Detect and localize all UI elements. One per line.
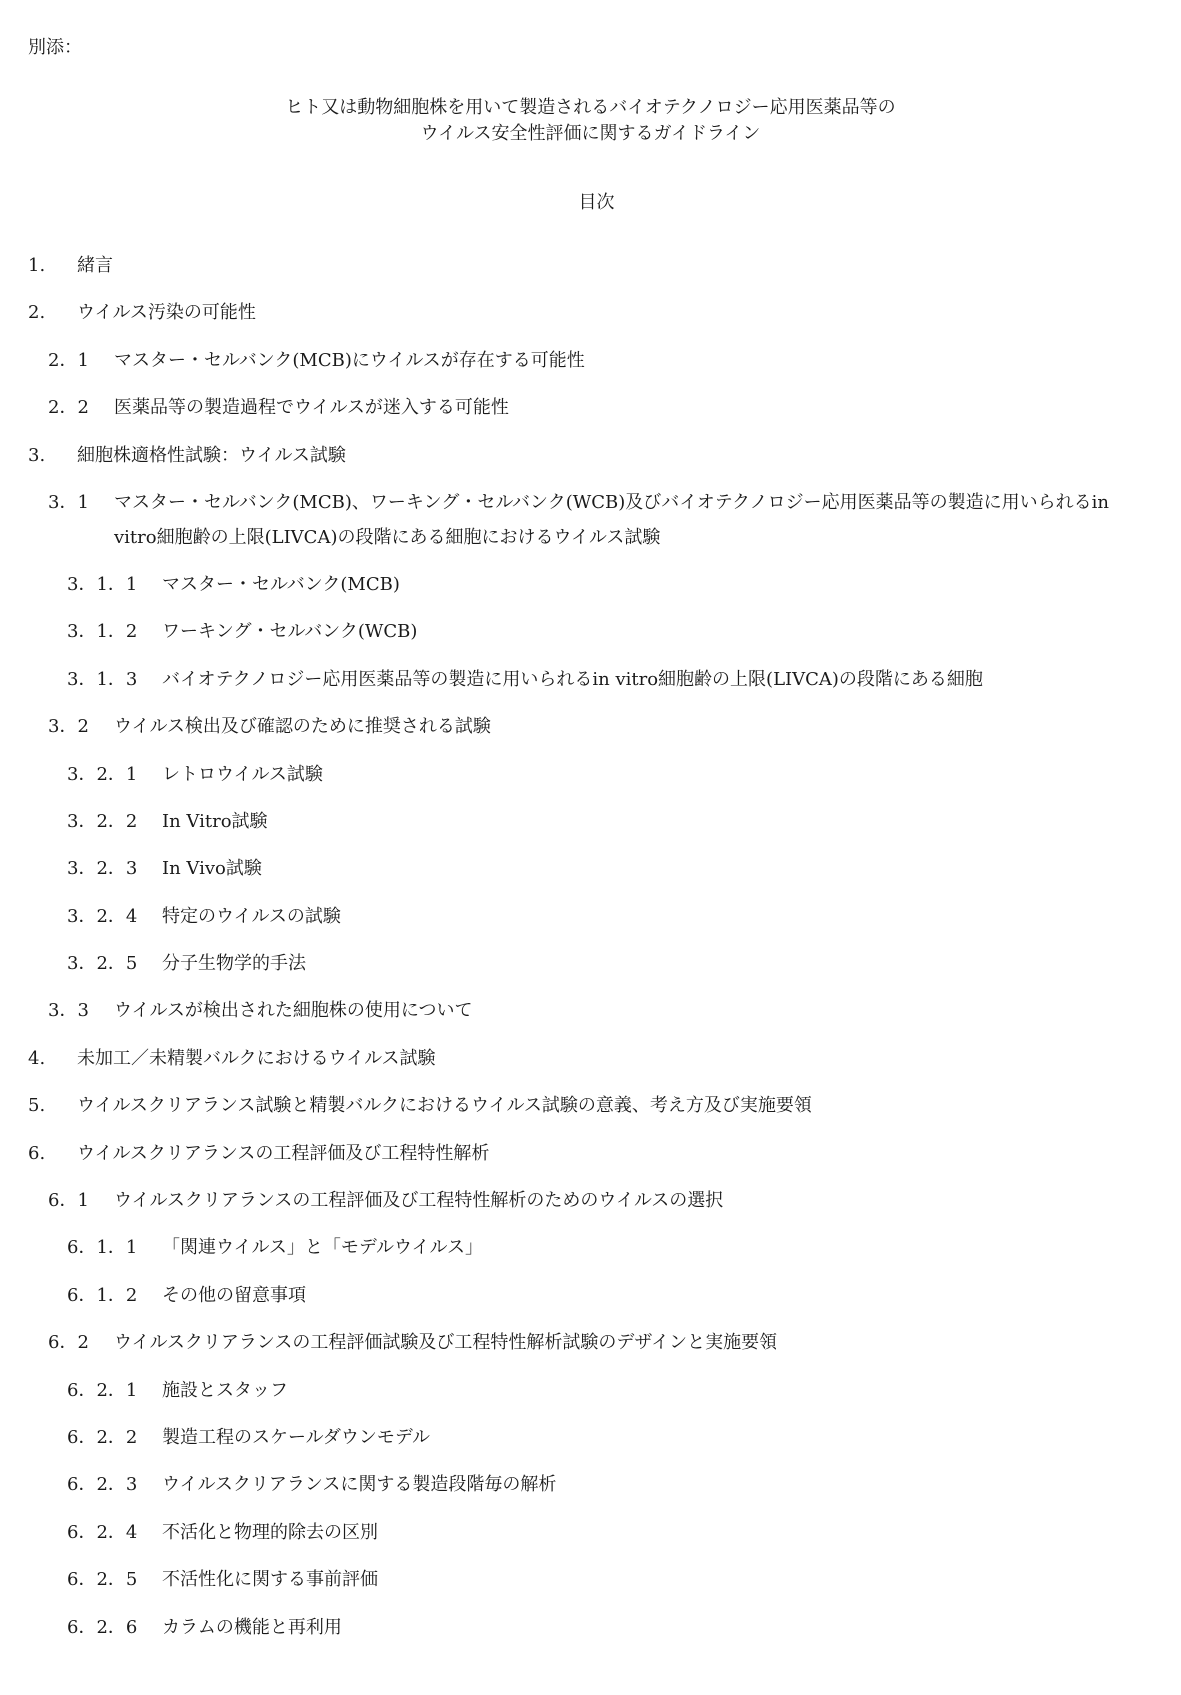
- toc-entry-title: 製造工程のスケールダウンモデル: [162, 1426, 431, 1448]
- toc-entry-number: 6．2．1: [67, 1379, 138, 1401]
- toc-entry-title: ウイルスクリアランス試験と精製バルクにおけるウイルス試験の意義、考え方及び実施要領: [77, 1095, 812, 1117]
- toc-entry-number: 2．1: [48, 349, 89, 371]
- toc-entry-title: 医薬品等の製造過程でウイルスが迷入する可能性: [114, 397, 509, 419]
- toc-entry-title: マスター・セルバンク(MCB)にウイルスが存在する可能性: [114, 349, 585, 371]
- toc-entry: [0, 1474, 1181, 1521]
- toc-entry-number: 6．1．1: [67, 1237, 138, 1259]
- toc-entry: [0, 1237, 1181, 1284]
- toc-entry: [0, 1569, 1181, 1616]
- toc-entry-number: 6．2．3: [67, 1474, 138, 1496]
- toc-entry-number: 6．1: [48, 1190, 89, 1212]
- toc-entry-title: レトロウイルス試験: [162, 763, 323, 785]
- toc-entry: [0, 1000, 1181, 1047]
- toc-entry: [0, 764, 1181, 811]
- toc-entry-title: 施設とスタッフ: [162, 1379, 288, 1401]
- toc-entry-number: 5.: [28, 1095, 46, 1117]
- toc-entry-title: In Vivo試験: [162, 858, 262, 880]
- toc-entry-number: 4.: [28, 1047, 46, 1069]
- toc-entry-title: ワーキング・セルバンク(WCB): [162, 621, 418, 643]
- document-title: [0, 95, 1181, 147]
- toc-entry: [0, 302, 1181, 349]
- toc-entry: [0, 621, 1181, 668]
- toc-entry-title: ウイルスクリアランスの工程評価及び工程特性解析: [77, 1142, 490, 1164]
- toc-entry: [0, 1522, 1181, 1569]
- toc-entry-number: 3．2．5: [67, 953, 138, 975]
- toc-entry-number: 6．2．4: [67, 1521, 138, 1543]
- toc-entry-title: 不活性化に関する事前評価: [162, 1569, 378, 1591]
- toc-entry-title: ウイルス検出及び確認のために推奨される試験: [114, 716, 491, 738]
- toc-entry-number: 3．1．3: [67, 668, 138, 690]
- toc-entry-title-continued: vitro細胞齢の上限(LIVCA)の段階にある細胞におけるウイルス試験: [114, 526, 661, 548]
- toc-entry-title: マスター・セルバンク(MCB)、ワーキング・セルバンク(WCB)及びバイオテクノロジー応用医薬品等の製造に用いられるin: [114, 491, 1109, 513]
- toc-entry-title: 細胞株適格性試験：ウイルス試験: [77, 444, 346, 466]
- toc-entry-number: 6．2．2: [67, 1426, 138, 1448]
- toc-entry: [0, 716, 1181, 763]
- toc-entry-number: 6.: [28, 1142, 46, 1164]
- toc-entry: [0, 1380, 1181, 1427]
- toc-entry: [0, 906, 1181, 953]
- toc-entry: [0, 811, 1181, 858]
- toc-entry: [0, 1190, 1181, 1237]
- toc-entry: [0, 1285, 1181, 1332]
- toc-entry: [0, 858, 1181, 905]
- toc-entry-number: 3．3: [48, 1000, 89, 1022]
- toc-entry-number: 2．2: [48, 397, 89, 419]
- toc-entry-title: ウイルスが検出された細胞株の使用について: [114, 1000, 473, 1022]
- toc-entry: [0, 492, 1181, 574]
- toc-entry-title: マスター・セルバンク(MCB): [162, 573, 400, 595]
- toc-entry: [0, 1048, 1181, 1095]
- toc-entry-number: 6．2．6: [67, 1616, 138, 1638]
- toc-entry-title: 分子生物学的手法: [162, 953, 306, 975]
- toc-entry-title: ウイルス汚染の可能性: [77, 302, 256, 324]
- toc-entry-number: 3．2．2: [67, 810, 138, 832]
- toc-entry: [0, 1095, 1181, 1142]
- toc-entry-number: 6．2．5: [67, 1569, 138, 1591]
- toc-entry: [0, 1143, 1181, 1190]
- toc-entry: [0, 255, 1181, 302]
- toc-entry-number: 6．1．2: [67, 1284, 138, 1306]
- toc-entry: [0, 1332, 1181, 1379]
- toc-entry-title: 緒言: [77, 255, 113, 276]
- title-line-2: ウイルス安全性評価に関するガイドライン: [420, 123, 761, 144]
- toc-entry-title: ウイルスクリアランスの工程評価試験及び工程特性解析試験のデザインと実施要領: [114, 1332, 778, 1354]
- toc-entry: [0, 669, 1181, 716]
- toc-entry-number: 1.: [28, 255, 46, 276]
- toc-entry-title: カラムの機能と再利用: [162, 1616, 342, 1638]
- toc-entry: [0, 397, 1181, 444]
- toc-entry-title: ウイルスクリアランスの工程評価及び工程特性解析のためのウイルスの選択: [114, 1190, 724, 1212]
- toc-entry-title: ウイルスクリアランスに関する製造段階毎の解析: [162, 1474, 557, 1496]
- toc-entry-title: 「関連ウイルス」と「モデルウイルス」: [162, 1237, 483, 1259]
- toc-entry-title: 未加工／未精製バルクにおけるウイルス試験: [77, 1047, 436, 1069]
- toc-entry-number: 3．2．3: [67, 858, 138, 880]
- toc-entry-number: 3.: [28, 444, 46, 466]
- toc-entry-title: その他の留意事項: [162, 1284, 306, 1306]
- toc-entry-title: In Vitro試験: [162, 810, 268, 832]
- toc-entry: [0, 1617, 1181, 1664]
- toc-entry-number: 6．2: [48, 1332, 89, 1354]
- toc-entry: [0, 350, 1181, 397]
- attachment-label: 別添：: [28, 37, 82, 58]
- toc-entry-number: 2.: [28, 302, 46, 324]
- toc-entry-number: 3．2．4: [67, 905, 138, 927]
- toc-entry-number: 3．1．1: [67, 573, 138, 595]
- toc-entry-number: 3．1: [48, 491, 89, 513]
- toc-entry-title: 不活化と物理的除去の区別: [162, 1521, 378, 1543]
- toc-entry: [0, 1427, 1181, 1474]
- toc-entry-title: バイオテクノロジー応用医薬品等の製造に用いられるin vitro細胞齢の上限(LIVCA)の段階にある細胞: [162, 668, 983, 690]
- toc-entry-number: 3．2: [48, 716, 89, 738]
- toc-entry: [0, 445, 1181, 492]
- toc-entry: [0, 953, 1181, 1000]
- title-line-1: ヒト又は動物細胞株を用いて製造されるバイオテクノロジー応用医薬品等の: [285, 97, 896, 118]
- toc-entry-number: 3．1．2: [67, 621, 138, 643]
- toc-entry-number: 3．2．1: [67, 763, 138, 785]
- toc-entry: [0, 574, 1181, 621]
- toc-heading: 目次: [578, 192, 615, 213]
- toc-entry-title: 特定のウイルスの試験: [162, 905, 341, 927]
- table-of-contents: [0, 255, 1181, 1664]
